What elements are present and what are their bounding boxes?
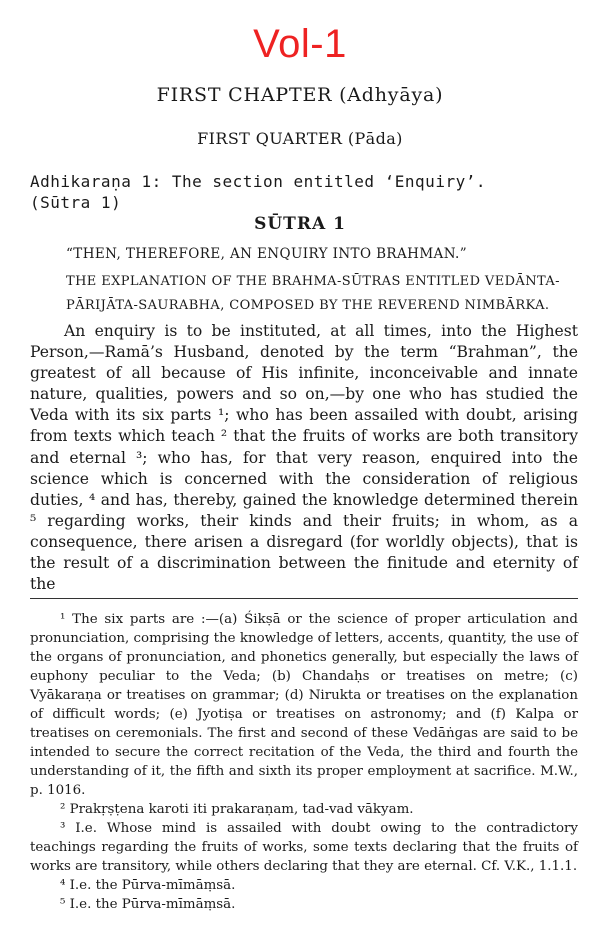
explanation-line-1: THE EXPLANATION OF THE BRAHMA-SŪTRAS ENTITLED VEDĀNTA- — [66, 274, 560, 289]
explanation-heading — [66, 270, 586, 318]
footnote-divider — [30, 598, 578, 599]
chapter-heading: FIRST CHAPTER (Adhyāya) — [156, 84, 444, 106]
footnote-4: ⁴ I.e. the Pūrva-mīmāṃsā. — [60, 878, 236, 893]
footnote-2: ² Prakṛṣṭena karoti iti prakaraṇam, tad-vad vākyam. — [60, 802, 414, 817]
footnote-1: ¹ The six parts are :—(a) Śikṣā or the science of proper articulation and pronunciation, comprising the knowledge of letters, accents, quantity, the use of the organs of pronunciation, and phonetics generally, but especially the laws of euphony peculiar to the Veda; (b) Chandaḥs or treatises on metre; (c) Vyākaraṇa or treatises on grammar; (d) Nirukta or treatises on the explanation of difficult words; (e) Jyotiṣa or treatises on astronomy; and (f) Kalpa or treatises on ceremonials. The first and second of these Vedāṅgas are said to be intended to secure the correct recitation of the Veda, the third and fourth the understanding of it, the fifth and sixth its proper employment at sacrifice. M.W., p. 1016. — [30, 612, 578, 798]
sutra-title: SŪTRA 1 — [254, 214, 346, 234]
footnotes — [30, 610, 578, 914]
volume-label: Vol-1 — [253, 22, 347, 66]
sutra-quote: “THEN, THEREFORE, AN ENQUIRY INTO BRAHMAN.” — [66, 246, 468, 262]
footnote-3: ³ I.e. Whose mind is assailed with doubt owing to the contradictory teachings regarding the fruits of works, some texts declaring that the fruits of works are transitory, while others declaring that they are eternal. Cf. V.K., 1.1.1. — [30, 821, 578, 874]
adhikarana-line-1: Adhikaraṇa 1: The section entitled ‘Enquiry’. — [30, 172, 486, 191]
adhikarana-heading — [30, 171, 590, 213]
body-paragraph: An enquiry is to be instituted, at all times, into the Highest Person,—Ramā’s Husband, denoted by the term “Brahman”, the greatest of all because of His infinite, inconceivable and innate nature, qualities, powers and so on,—by one who has studied the Veda with its six parts ¹; who has been assailed with doubt, arising from texts which teach ² that the fruits of works are both transitory and eternal ³; who has, for that very reason, enquired into the science which is concerned with the consideration of religious duties, ⁴ and has, thereby, gained the knowledge determined therein ⁵ regarding works, their kinds and their fruits; in whom, as a consequence, there arisen a disregard (for worldly objects), that is the result of a discrimination between the finitude and eternity of the — [30, 322, 578, 594]
explanation-line-2: PĀRIJĀTA-SAURABHA, COMPOSED BY THE REVEREND NIMBĀRKA. — [66, 298, 550, 313]
adhikarana-line-2: (Sūtra 1) — [30, 193, 122, 212]
main-text — [30, 321, 578, 595]
footnote-5: ⁵ I.e. the Pūrva-mīmāṃsā. — [60, 897, 236, 912]
quarter-heading: FIRST QUARTER (Pāda) — [197, 129, 403, 148]
